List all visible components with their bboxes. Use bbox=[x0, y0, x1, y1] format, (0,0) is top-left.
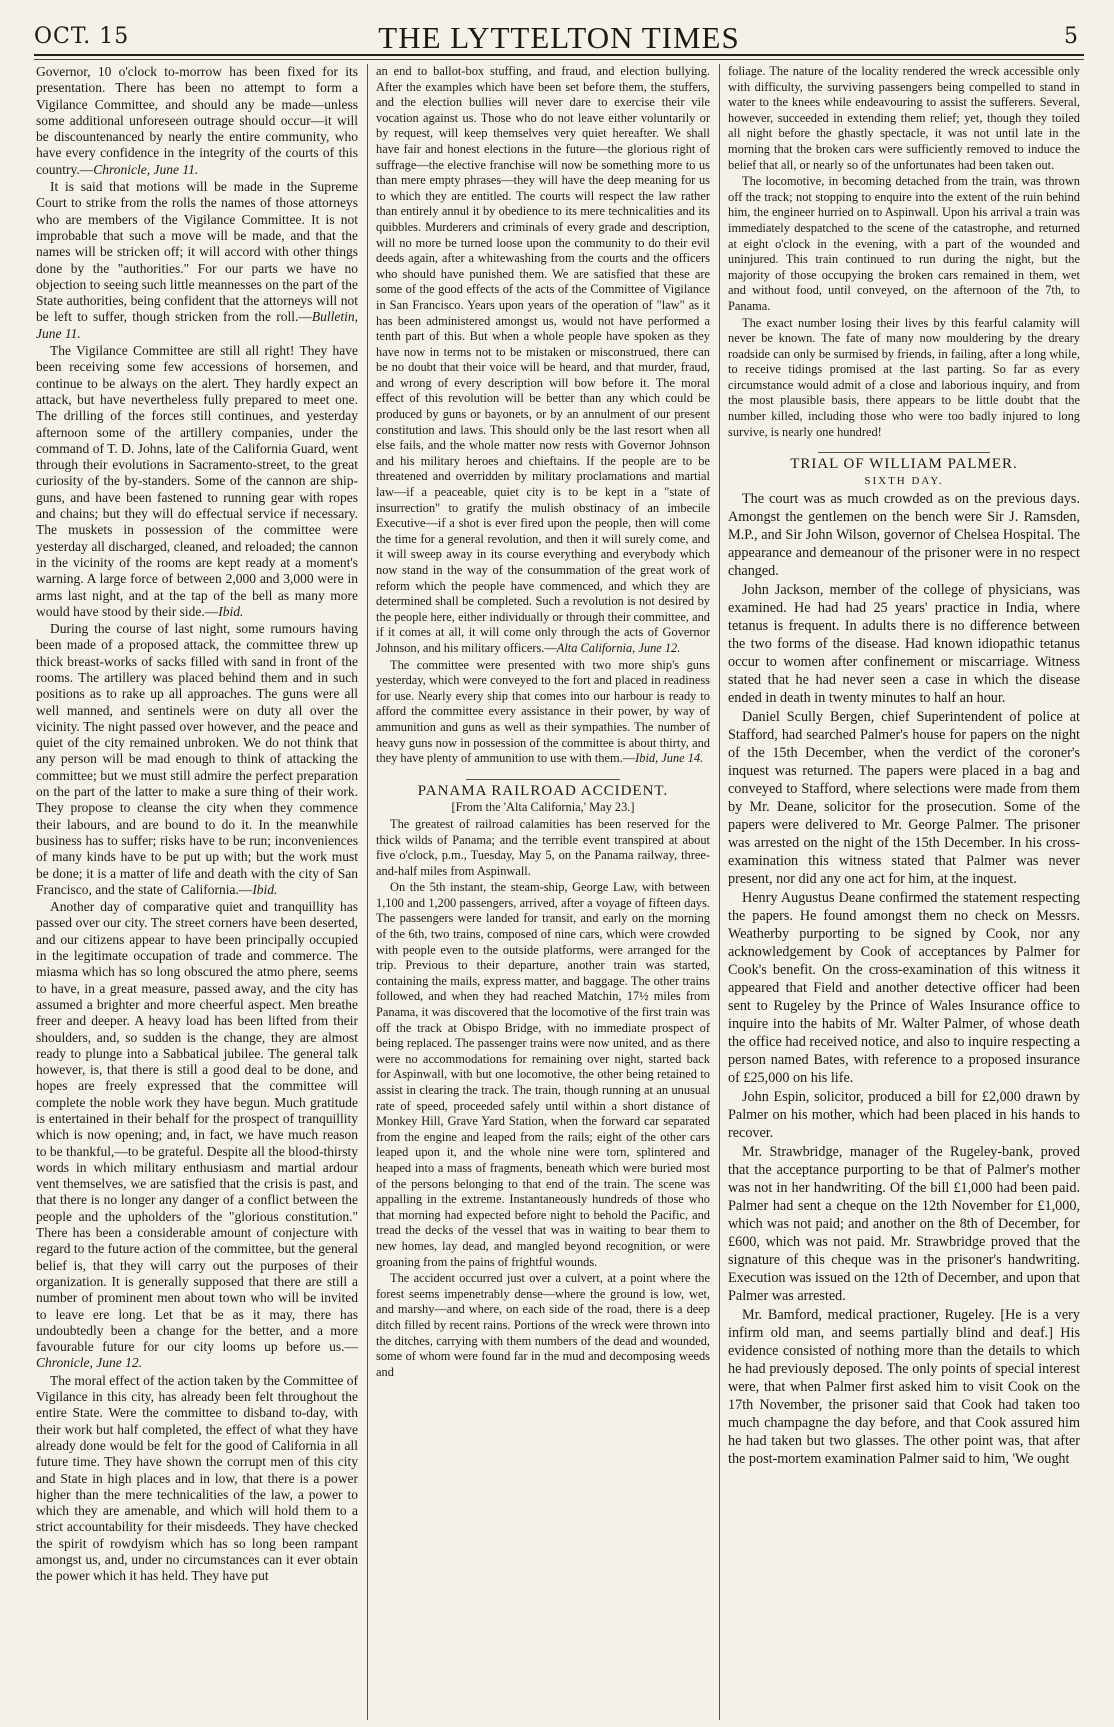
column-divider bbox=[367, 64, 368, 1720]
section-rule bbox=[818, 452, 990, 453]
column-2 bbox=[376, 64, 710, 1720]
article-paragraph: The greatest of railroad calamities has been reserved for the thick wilds of Panama; and the terrible event transpired at about five o'clock, p.m., Tuesday, May 5, on the Panama railway, three-and-half miles from Aspinwall. bbox=[376, 816, 710, 878]
article-paragraph: During the course of last night, some rumours having been made of a proposed attack, the committee threw up thick breast-works of sacks filled with sand in front of the rooms. The artillery was placed behind them and in such positions as to rake up all approaches. The guns were all well manned, and sentinels were on duty all over the vicinity. The night passed over however, and the peace and quiet of the city remained unbroken. We do not think that any person will be mad enough to think of attacking the committee; but we must still admire the perfect preparation on the part of the latter to make a sure thing of their work. They propose to cleanse the city when they commence their labours, and are bound to do it. In the meanwhile business has to suffer; risks have to be run; inconveniences of many kinds have to be put up with; but the work must be done; it is a matter of life and death with the city of San Francisco, and the state of California.—Ibid. bbox=[36, 621, 358, 897]
column-divider bbox=[719, 64, 720, 1720]
article-paragraph: The locomotive, in becoming detached from the train, was thrown off the track; not stopping to enquire into the extent of the ruin behind him, the engineer hurried on to Aspinwall. Upon his arrival a train was immediately despatched to the scene of the catastrophe, and returned at eight o'clock in the evening, with a part of the wounded and uninjured. This train continued to run during the night, but the majority of those occupying the broken cars remained in them, wet and without food, until conveyed, on the afternoon of the 7th, to Panama. bbox=[728, 174, 1080, 313]
article-paragraph: John Espin, solicitor, produced a bill for £2,000 drawn by Palmer on his mother, which had been placed in his hands to recover. bbox=[728, 1089, 1080, 1142]
trial-article bbox=[728, 490, 1080, 1468]
article-paragraph: John Jackson, member of the college of physicians, was examined. He had had 25 years' practice in India, where tetanus is frequent. In adults there is no difference between the two forms of the disease. Had known idiopathic tetanus occur to women after confinement or miscarriage. Witness stated that he had never seen a case in which the disease ended in death in twenty minutes to half an hour. bbox=[728, 582, 1080, 707]
article-subheading: SIXTH DAY. bbox=[864, 474, 944, 487]
newspaper-title: THE LYTTELTON TIMES bbox=[378, 20, 740, 55]
article-heading: PANAMA RAILROAD ACCIDENT. bbox=[417, 782, 669, 799]
article-paragraph: The exact number losing their lives by this fearful calamity will never be known. The fate of many now mouldering by the dreary roadside can only be surmised by friends, in failing, after a long while, to receive tidings promised at the last parting. So far as every circumstance would admit of a close and laborious inquiry, and from the most plausible basis, there appears to be little doubt that the number killed, including those who were too badly injured to long survive, is nearly one hundred! bbox=[728, 315, 1080, 439]
article-paragraph: an end to ballot-box stuffing, and fraud, and election bullying. After the examples which have been set before them, the stuffers, and the election bullies will never dare to exercise their vile vocation against us. Those who do not leave either voluntarily or by request, will keep themselves very quiet hereafter. We shall have fair and honest elections in the future—the glorious right of suffrage—the elective franchise will now be something more to us than mere empty phrases—they will have the deep meaning for us to which they are entitled. The courts will respect the law rather than entirely annul it by obedience to its mere technicalities and its quibbles. Murderers and criminals of every grade and description, will no more be turned loose upon the community to do their evil deeds again, after a whitewashing from the courts and the officers who should have punished them. We are satisfied that these are some of the good effects of the acts of the Committee of Vigilance in San Francisco. Years upon years of the operation of "law" as it has been administered amongst us, would not have performed a tenth part of this. But when a whole people have spoken as they have now in terms not to be mistaken or misconstrued, there can be no doubt that their voice will be heard, and that murder, fraud, and wrong of every description will bow before it. The moral effect of this revolution will be better than any which could be produced by guns or bayonets, or by an annulment of our present constitution and laws. This should only be the last resort when all else fails, and the whole matter now rests with Governor Johnson and his military heroes and chieftains. If the people are to be threatened and overridden by military proclamations and martial law—if a peaceable, quiet city is to be kept in a "state of insurrection" to gratify the mulish obstinacy of an imbecile Executive—if a shot is ever fired upon the people, then will come the time for a general revolution, and then it will surely come, and it will sweep away in its course everything and everybody which now stand in the way of the consummation of the great work of reform which the people have commenced, and which they are determined shall be completed. Such a revolution is not desired by the people here, either individually or through their committee, and if it comes at all, it will come only through the acts of Governor Johnson, and his military officers.—Alta California, June 12. bbox=[376, 64, 710, 655]
article-paragraph: The committee were presented with two more ship's guns yesterday, which were conveyed to the fort and placed in readiness for use. Nearly every ship that comes into our harbour is ready to afford the committee every assistance in their power, by way of ammunition and guns as well as their sympathies. The number of heavy guns now in possession of the committee is about thirty, and they have plenty of ammunition to use with them.—Ibid, June 14. bbox=[376, 657, 710, 766]
page-number: 5 bbox=[1064, 24, 1078, 49]
article-paragraph: The Vigilance Committee are still all right! They have been receiving some few accessions of horsemen, and continue to be always on the alert. They hardly expect an attack, but have nevertheless fully prepared to meet one. The drilling of the forces still continues, and yesterday afternoon some of the artillery companies, under the command of T. D. Johns, late of the California Guard, went through their evolutions in Sacramento-street, to the great curiosity of the by-standers. Some of the cannon are ship-guns, and have been fastened to running gear with ropes and chains; but they will do effectual service if necessary. The muskets in possession of the committee were yesterday all discharged, cleaned, and reloaded; the cannon in the vicinity of the rooms are kept ready at a moment's warning. A large force of between 2,000 and 3,000 were in arms last night, and at the tap of the bell as many more would have stood by their side.—Ibid. bbox=[36, 343, 358, 619]
article-paragraph: Henry Augustus Deane confirmed the statement respecting the papers. He found amongst them no check on Messrs. Weatherby purporting to be signed by Cook, nor any acknowledgement by Cook of acceptances by Palmer for Cook's benefit. On the cross-examination of this witness it appeared that Field and another detective officer had been sent to Rugeley by the Prince of Wales Insurance office to inquire into the habits of Mr. Walter Palmer, of whose death the office had received notice, and also to inquire respecting a person named Bates, with reference to a proposed insurance of £25,000 on his life. bbox=[728, 890, 1080, 1087]
article-paragraph: Mr. Bamford, medical practioner, Rugeley. [He is a very infirm old man, and seems partially blind and deaf.] His evidence consisted of nothing more than the details to which he had previously deposed. The only points of special interest were, that when Palmer first asked him to visit Cook on the 17th November, the prisoner said that Cook had taken too much champagne the day before, and that Cook assured him he had taken but two glasses. The other point was, that after the post-mortem examination Palmer said to him, 'We ought bbox=[728, 1307, 1080, 1468]
article-paragraph: On the 5th instant, the steam-ship, George Law, with between 1,100 and 1,200 passengers, arrived, after a voyage of fifteen days. The passengers were landed for transit, and early on the morning of the 6th, two trains, composed of nine cars, which were crowded with people even to the outside platforms, were arranged for the trip. Previous to their departure, another train was started, containing the mails, express matter, and baggage. The other trains followed, and when they had reached Matchin, 17½ miles from Panama, it was discovered that the locomotive of the first train was off the track at Obispo Bridge, with no immediate prospect of being replaced. The passenger trains were now united, and as there were no accommodations for remaining over night, started back for Aspinwall, with but one locomotive, the other being retained to assist in clearing the track. The train, though running at an unusual rate of speed, proceeded safely until within a short distance of Monkey Hill, Grave Yard Station, when the forward car separated from the engine and leaped from the rails; eight of the other cars leaped upon it, and the whole nine were torn, splintered and heaped into a mass of fragments, beneath which were buried most of the persons belonging to that end of the train. The scene was appalling in the extreme. Instantaneously hundreds of those who that morning had expected before night to behold the Pacific, and tread the decks of the vessel that was in waiting to bear them to new homes, lay dead, and mangled beyond recognition, or were groaning from the pains of frightful wounds. bbox=[376, 880, 710, 1269]
article-paragraph: Daniel Scully Bergen, chief Superintendent of police at Stafford, had searched Palmer's house for papers on the night of the 15th December, when the verdict of the coroner's inquest was returned. The papers were placed in a bag and conveyed to Stafford, where selections were made from them by Mr. Deane, solicitor for the prosecution. Some of the papers were delivered to Mr. George Palmer. The prisoner was arrested on the night of the 15th December. In his cross-examination this witness stated that Palmer was never present, nor did any one act for him, at the inquest. bbox=[728, 709, 1080, 888]
issue-date: OCT. 15 bbox=[34, 24, 130, 49]
article-paragraph: Governor, 10 o'clock to-morrow has been fixed for its presentation. There has been no attempt to form a Vigilance Committee, and should any be made—unless some additional unforeseen outrage should occur—it will be discountenanced by nearly the entire community, who have every confidence in the integrity of the courts of this country.—Chronicle, June 11. bbox=[36, 64, 358, 177]
masthead bbox=[34, 18, 1084, 56]
article-paragraph: The moral effect of the action taken by the Committee of Vigilance in this city, has already been felt throughout the entire State. Were the committee to disband to-day, with their work but half completed, the effect of what they have already done would be felt for the good of California in all future time. They have shown the corrupt men of this city and State in high places and in low, that there is a power higher than the mere technicalities of the law, a power to which they are amenable, and which will hold them to a strict accountability for their misdeeds. They have checked the spirit of rowdyism which has so long been rampant amongst us, and, under no circumstances can it ever obtain the power which it has held. They have put bbox=[36, 1372, 358, 1584]
article-paragraph: The accident occurred just over a culvert, at a point where the forest seems impenetrably dense—where the ground is low, wet, and marshy—and where, on each side of the road, there is a deep ditch filled by recent rains. Portions of the wreck were thrown into the ditches, carrying with them numbers of the dead and wounded, some of whom were found far in the mud and decomposing weeds and bbox=[376, 1271, 710, 1379]
article-paragraph: The court was as much crowded as on the previous days. Amongst the gentlemen on the bench were Sir J. Ramsden, M.P., and Sir John Wilson, governor of Chelsea Hospital. The appearance and demeanour of the prisoner were in no respect changed. bbox=[728, 491, 1080, 580]
section-rule bbox=[466, 779, 620, 780]
article-paragraph: It is said that motions will be made in the Supreme Court to strike from the rolls the names of those attorneys who are members of the Vigilance Committee. It is not improbable that such a move will be made, and that the names will be stricken off; it will accord with other things done by the "authorities." For our parts we have no objection to seeing such little meannesses on the part of the State authorities, being confident that the attorneys will not be left to suffer, though stricken from the roll.—Bulletin, June 11. bbox=[36, 179, 358, 341]
article-source: [From the 'Alta California,' May 23.] bbox=[451, 800, 635, 815]
column-3 bbox=[728, 64, 1080, 1720]
article-paragraph: Another day of comparative quiet and tranquillity has passed over our city. The street corners have been deserted, and our citizens appear to have been principally occupied in the legitimate occupation of trade and commerce. The miasma which has so long obscured the atmo phere, seems to have, in a great measure, passed away, and the city has assumed a brighter and more cheerful aspect. Men breathe freer and deeper. A heavy load has been lifted from their shoulders, and, so sudden is the change, they are almost ready to plunge into a Sabbatical jubilee. The general talk however, is, that there is still a good deal to be done, and hopes are freely expressed that the committee will complete the noble work they have begun. Much gratitude is entertained in their behalf for the prospect of tranquillity which is now opening; and, in fact, we have much reason to be thankful,—to be grateful. Despite all the blood-thirsty words in which military enthusiasm and martial ardour vent themselves, we are satisfied that the crisis is past, and that there is no longer any danger of a conflict between the people and the upholders of the "glorious constitution." There has been a considerable amount of conjecture with regard to the future action of the committee, but the general belief is, that they will carry out the purposes of their organization. It is generally supposed that there are still a number of prominent men about town who will be invited to leave ere long. Let that be as it may, there has undoubtedly been a change for the better, and a more favourable future for our city looms up before us.—Chronicle, June 12. bbox=[36, 899, 358, 1371]
article-heading: TRIAL OF WILLIAM PALMER. bbox=[790, 456, 1018, 473]
column-1 bbox=[36, 64, 358, 1720]
article-paragraph: foliage. The nature of the locality rendered the wreck accessible only with difficulty, the surviving passengers being compelled to stand in water to the knees while endeavouring to assist the sufferers. Several, however, succeeded in extending them relief; yet, though they toiled all night before the ghastly spectacle, it was not until late in the morning that the broken cars were sufficiently removed to induce the belief that all, or nearly so of the unfortunates had been taken out. bbox=[728, 64, 1080, 172]
article-paragraph: Mr. Strawbridge, manager of the Rugeley-bank, proved that the acceptance purporting to be that of Palmer's mother was not in her handwriting. Of the bill £1,000 had been paid. Palmer had sent a cheque on the 12th November for £1,000, which was not paid; and another on the 8th of December, for £600, which was not paid. Mr. Strawbridge proved that the signature of this cheque was in the prisoner's handwriting. Execution was issued on the 12th of December, and upon that Palmer was arrested. bbox=[728, 1144, 1080, 1305]
masthead-rule bbox=[34, 59, 1084, 60]
